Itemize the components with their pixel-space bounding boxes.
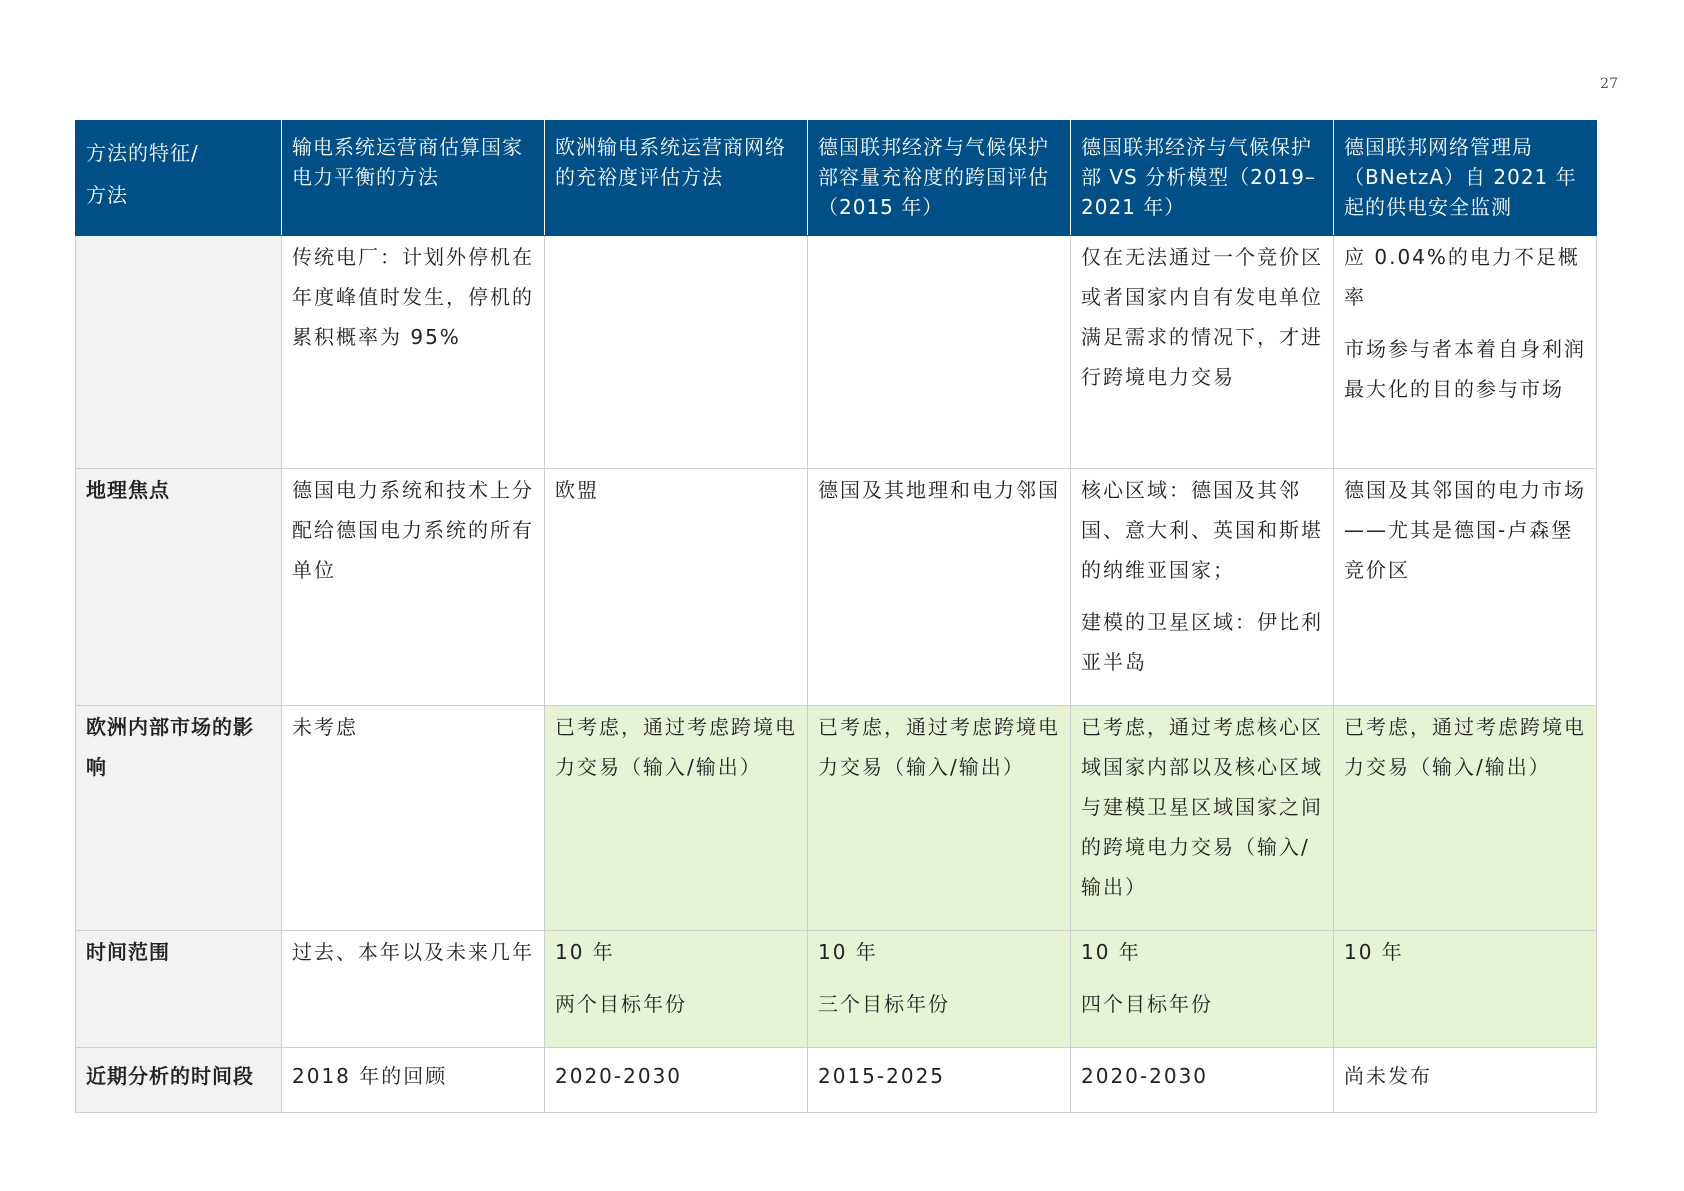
table-cell bbox=[1334, 1048, 1597, 1113]
table-cell bbox=[1071, 236, 1334, 469]
cell-text: 德国及其地理和电力邻国 bbox=[818, 478, 1060, 502]
cell-text: 四个目标年份 bbox=[1081, 992, 1213, 1016]
cell-text: 欧盟 bbox=[555, 478, 599, 502]
row-label: 近期分析的时间段 bbox=[76, 1048, 282, 1113]
header-bmwk-2015: 德国联邦经济与气候保护部容量充裕度的跨国评估（2015 年） bbox=[808, 121, 1071, 236]
cell-text: 10 年 bbox=[818, 940, 878, 964]
table-cell bbox=[1334, 931, 1597, 1048]
cell-text: 未考虑 bbox=[292, 715, 358, 739]
cell-text: 2018 年的回顾 bbox=[292, 1064, 448, 1088]
table-cell bbox=[808, 236, 1071, 469]
table-row bbox=[76, 236, 1597, 469]
cell-text: 仅在无法通过一个竞价区或者国家内自有发电单位满足需求的情况下，才进行跨境电力交易 bbox=[1081, 245, 1323, 389]
table-cell bbox=[808, 706, 1071, 931]
row-label: 地理焦点 bbox=[76, 469, 282, 706]
table-cell bbox=[545, 236, 808, 469]
cell-text: 2020-2030 bbox=[1081, 1064, 1209, 1088]
table-cell bbox=[1071, 931, 1334, 1048]
table-row bbox=[76, 931, 1597, 1048]
table-cell bbox=[1071, 469, 1334, 706]
table-cell bbox=[282, 1048, 545, 1113]
cell-text: 市场参与者本着自身利润最大化的目的参与市场 bbox=[1344, 337, 1586, 401]
cell-text: 已考虑，通过考虑核心区域国家内部以及核心区域与建模卫星区域国家之间的跨境电力交易（输入/输出） bbox=[1081, 715, 1323, 899]
cell-text: 德国电力系统和技术上分配给德国电力系统的所有单位 bbox=[292, 478, 534, 582]
cell-text: 10 年 bbox=[555, 940, 615, 964]
header-tso-national-balance: 输电系统运营商估算国家电力平衡的方法 bbox=[282, 121, 545, 236]
cell-text: 应 0.04%的电力不足概率 bbox=[1344, 245, 1580, 309]
table-cell bbox=[545, 706, 808, 931]
table-cell bbox=[282, 706, 545, 931]
cell-text: 10 年 bbox=[1081, 940, 1141, 964]
cell-text: 已考虑，通过考虑跨境电力交易（输入/输出） bbox=[555, 715, 797, 779]
cell-text: 2015-2025 bbox=[818, 1064, 946, 1088]
row-label: 时间范围 bbox=[76, 931, 282, 1048]
header-characteristic-method: 方法的特征/ 方法 bbox=[76, 121, 282, 236]
cell-text: 德国及其邻国的电力市场——尤其是德国-卢森堡竞价区 bbox=[1344, 478, 1586, 582]
cell-text: 已考虑，通过考虑跨境电力交易（输入/输出） bbox=[818, 715, 1060, 779]
table-row bbox=[76, 706, 1597, 931]
header-entso-adequacy: 欧洲输电系统运营商网络的充裕度评估方法 bbox=[545, 121, 808, 236]
cell-text: 两个目标年份 bbox=[555, 992, 687, 1016]
row-label bbox=[76, 236, 282, 469]
table-cell bbox=[1334, 706, 1597, 931]
table-cell bbox=[545, 931, 808, 1048]
table-cell bbox=[282, 931, 545, 1048]
cell-text: 传统电厂：计划外停机在年度峰值时发生，停机的累积概率为 95% bbox=[292, 245, 534, 349]
cell-text: 核心区域：德国及其邻国、意大利、英国和斯堪的纳维亚国家； bbox=[1081, 478, 1323, 582]
cell-text: 2020-2030 bbox=[555, 1064, 683, 1088]
table-cell bbox=[1334, 469, 1597, 706]
table-row bbox=[76, 1048, 1597, 1113]
cell-text: 建模的卫星区域：伊比利亚半岛 bbox=[1081, 610, 1323, 674]
table-cell bbox=[1334, 236, 1597, 469]
table-cell bbox=[808, 931, 1071, 1048]
cell-text: 尚未发布 bbox=[1344, 1064, 1432, 1088]
table-cell bbox=[808, 469, 1071, 706]
table-cell bbox=[808, 1048, 1071, 1113]
header-bmwk-vs-model: 德国联邦经济与气候保护部 VS 分析模型（2019–2021 年） bbox=[1071, 121, 1334, 236]
table-cell bbox=[545, 1048, 808, 1113]
table-cell bbox=[1071, 706, 1334, 931]
row-label: 欧洲内部市场的影响 bbox=[76, 706, 282, 931]
table-row bbox=[76, 469, 1597, 706]
table-cell bbox=[545, 469, 808, 706]
table-header-row bbox=[76, 121, 1597, 236]
page-number: 27 bbox=[1600, 76, 1618, 92]
cell-text: 三个目标年份 bbox=[818, 992, 950, 1016]
comparison-table bbox=[75, 120, 1597, 1113]
cell-text: 过去、本年以及未来几年 bbox=[292, 940, 534, 964]
cell-text: 10 年 bbox=[1344, 940, 1404, 964]
table-cell bbox=[282, 236, 545, 469]
cell-text: 已考虑，通过考虑跨境电力交易（输入/输出） bbox=[1344, 715, 1586, 779]
table-cell bbox=[282, 469, 545, 706]
header-bnetza-monitoring: 德国联邦网络管理局（BNetzA）自 2021 年起的供电安全监测 bbox=[1334, 121, 1597, 236]
table-cell bbox=[1071, 1048, 1334, 1113]
